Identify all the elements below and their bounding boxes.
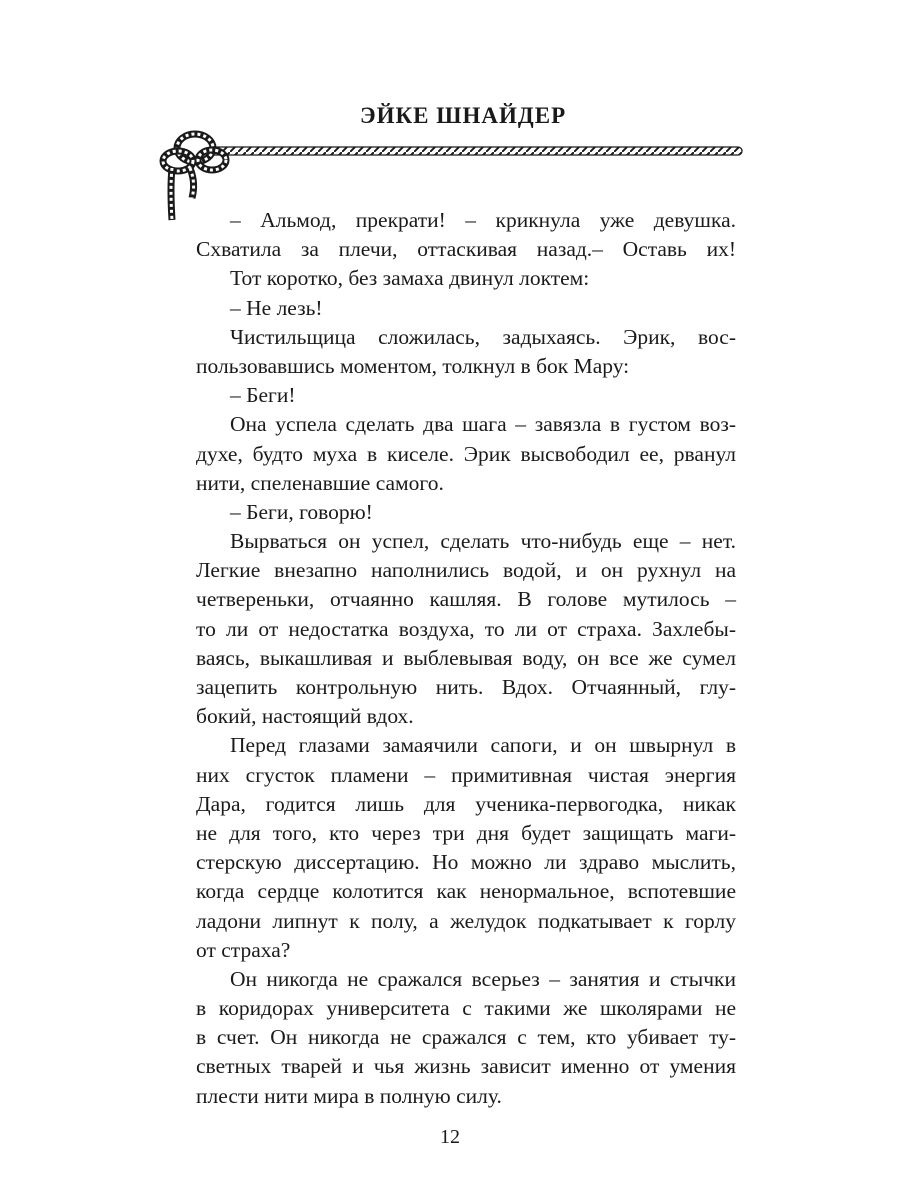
text-line: Вырваться он успел, сделать что-нибудь еще – нет. bbox=[230, 529, 736, 554]
running-title: ЭЙКЕ ШНАЙДЕР bbox=[360, 103, 567, 128]
text-line: Она успела сделать два шага – завязла в густом воз- bbox=[230, 412, 736, 437]
text-line: то ли от недостатка воздуха, то ли от страха. Захлебы- bbox=[196, 616, 736, 641]
text-line: – Беги! bbox=[230, 383, 296, 408]
page-number: 12 bbox=[440, 1126, 460, 1148]
text-line: них сгусток пламени – примитивная чистая энергия bbox=[196, 762, 736, 787]
text-line: Легкие внезапно наполнились водой, и он рухнул на bbox=[196, 558, 736, 583]
text-line: плести нити мира в полную силу. bbox=[196, 1083, 502, 1108]
text-line: пользовавшись моментом, толкнул в бок Мару: bbox=[196, 353, 630, 378]
body-text bbox=[196, 206, 736, 1111]
text-line: духе, будто муха в киселе. Эрик высвободил ее, рванул bbox=[196, 441, 736, 466]
text-line: не для того, кто через три дня будет защищать маги- bbox=[196, 820, 736, 845]
text-line: когда сердце колотится как ненормальное, вспотевшие bbox=[196, 879, 736, 904]
text-line: Перед глазами замаячили сапоги, и он швырнул в bbox=[230, 733, 736, 758]
text-line: четвереньки, отчаянно кашляя. В голове мутилось – bbox=[196, 587, 736, 612]
text-line: стерскую диссертацию. Но можно ли здраво мыслить, bbox=[196, 850, 736, 875]
text-line: от страха? bbox=[196, 937, 291, 962]
text-line: ладони липнут к полу, а желудок подкатывает к горлу bbox=[196, 908, 736, 933]
text-line: – Беги, говорю! bbox=[230, 499, 373, 524]
text-line: светных тварей и чья жизнь зависит именно от умения bbox=[196, 1054, 736, 1079]
text-line: Чистильщица сложилась, задыхаясь. Эрик, вос- bbox=[230, 324, 736, 349]
text-line: ваясь, выкашливая и выблевывая воду, он все же сумел bbox=[196, 645, 736, 670]
text-line: зацепить контрольную нить. Вдох. Отчаянный, глу- bbox=[196, 675, 736, 699]
text-line: Он никогда не сражался всерьез – занятия и стычки bbox=[230, 966, 736, 991]
text-line: бокий, настоящий вдох. bbox=[196, 704, 414, 729]
text-line: Тот коротко, без замаха двинул локтем: bbox=[230, 266, 590, 291]
text-line: – Не лезь! bbox=[230, 295, 323, 320]
text-line: в счет. Он никогда не сражался с тем, кто убивает ту- bbox=[196, 1025, 736, 1050]
text-line: нити, спеленавшие самого. bbox=[196, 470, 444, 495]
text-line: Дара, годится лишь для ученика-первогодка, никак bbox=[196, 791, 736, 816]
text-line: – Альмод, прекрати! – крикнула уже девушка. bbox=[230, 208, 736, 232]
text-line: в коридорах университета с такими же школярами не bbox=[196, 996, 736, 1021]
text-line: Схватила за плечи, оттаскивая назад.– Оставь их! bbox=[196, 237, 736, 262]
